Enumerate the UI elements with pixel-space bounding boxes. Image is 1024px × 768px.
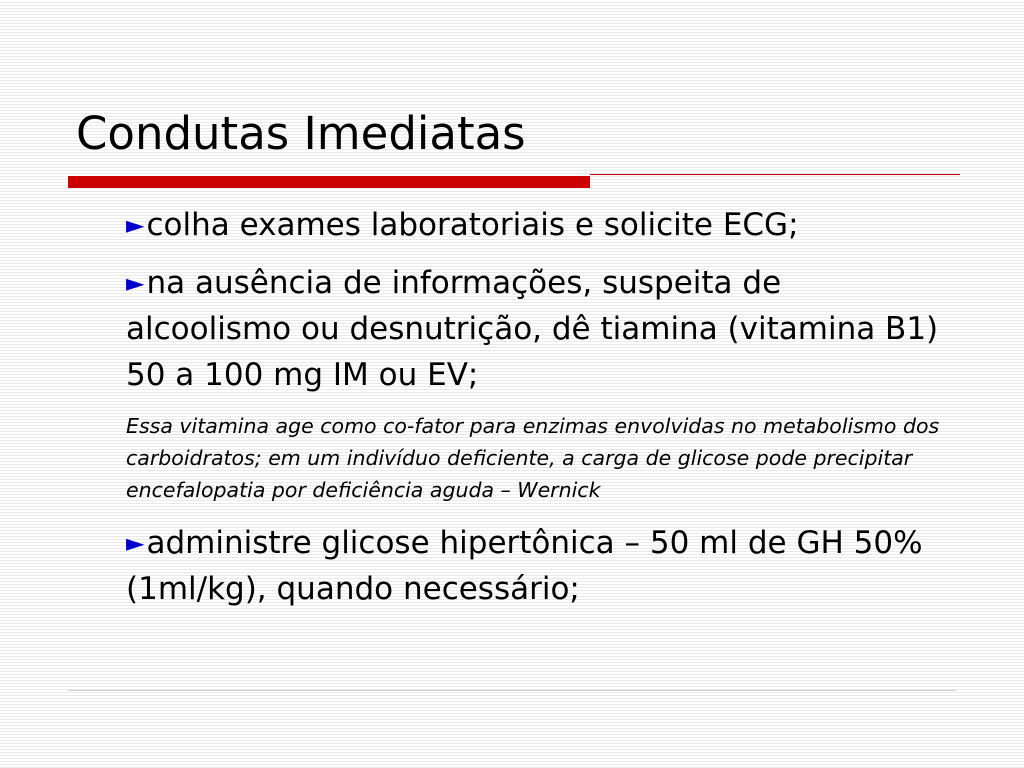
slide-body xyxy=(126,202,956,624)
bullet-text: na ausência de informações, suspeita de alcoolismo ou desnutrição, dê tiamina (vitamina B1) 50 a 100 mg IM ou EV; xyxy=(126,265,939,393)
title-underline-thin xyxy=(590,174,960,175)
bullet-item-glicose xyxy=(126,520,956,612)
bullet-item-tiamina xyxy=(126,260,956,398)
bullet-item-exames xyxy=(126,202,956,248)
slide-title: Condutas Imediatas xyxy=(76,107,526,160)
bullet-text: administre glicose hipertônica – 50 ml de GH 50% (1ml/kg), quando necessário; xyxy=(126,525,923,607)
title-underline-red xyxy=(68,176,590,188)
bullet-text: colha exames laboratoriais e solicite ECG; xyxy=(146,207,799,243)
bullet-arrow-icon: ► xyxy=(126,529,145,557)
footer-divider xyxy=(68,690,956,691)
bullet-arrow-icon: ► xyxy=(126,269,145,297)
italic-note: Essa vitamina age como co-fator para enzimas envolvidas no metabolismo dos carboidratos; em um indivíduo deficiente, a carga de glicose pode precipitar encefalopatia por deficiência aguda – Wernick xyxy=(126,414,940,502)
bullet-arrow-icon: ► xyxy=(126,211,145,239)
